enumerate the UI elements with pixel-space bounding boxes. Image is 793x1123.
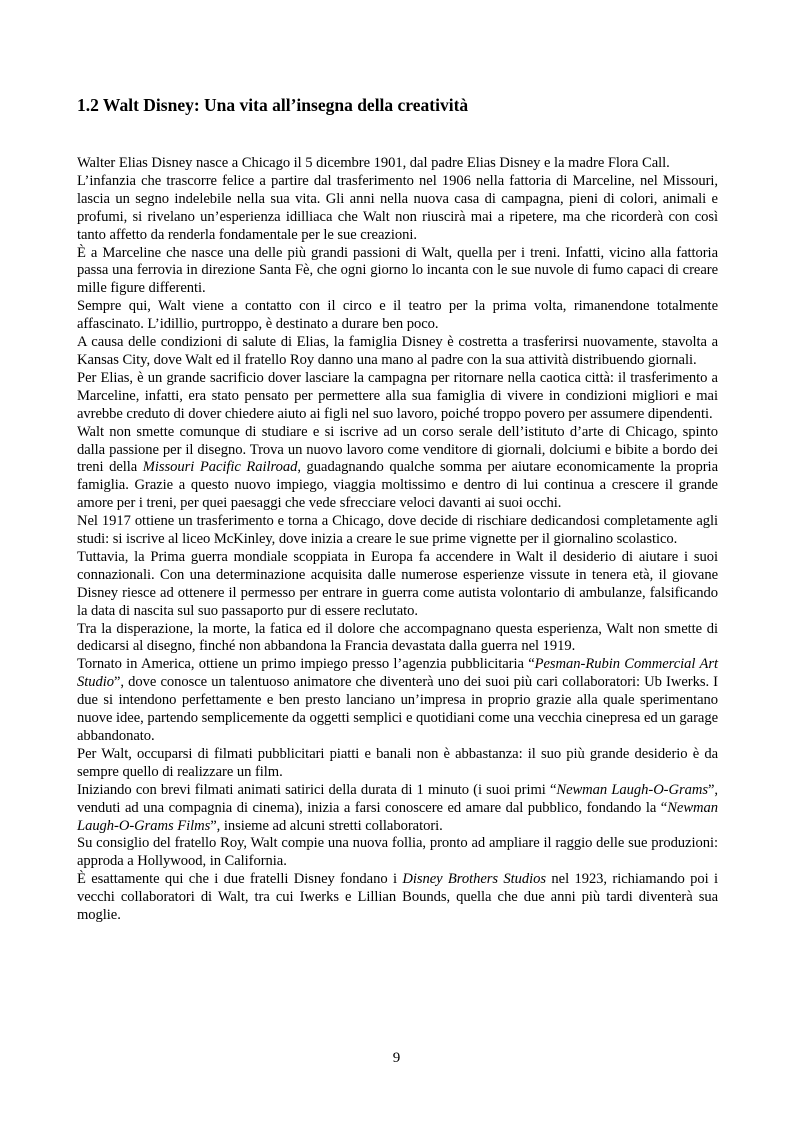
paragraph-text: L’infanzia che trascorre felice a partire dal trasferimento nel 1906 nella fattoria di Marceline, nel Missouri, lascia un segno indelebile nella sua vita. Gli anni nella nuova casa di campagna, pieni di colori, animali e profumi, si rivelano un’esperienza idilliaca che Walt non riuscirà mai a ripetere, ma che ricorderà con così tanto affetto da renderla fondamentale per le sue creazioni.: [77, 172, 718, 243]
italic-title-text: Pesman-Rubin Commercial Art Studio: [77, 656, 718, 691]
italic-title-text: Newman Laugh-O-Grams Films: [77, 799, 718, 834]
body-paragraph: [77, 871, 718, 925]
paragraph-text: È esattamente qui che i due fratelli Disney fondano i: [77, 871, 403, 888]
body-paragraph: [77, 782, 718, 836]
paragraph-text: Sempre qui, Walt viene a contatto con il circo e il teatro per la prima volta, rimanendone totalmente affascinato. L’idillio, purtroppo, è destinato a durare ben poco.: [77, 298, 718, 333]
body-paragraph: [77, 835, 718, 871]
italic-title-text: Disney Brothers Studios: [402, 871, 547, 888]
body-paragraph: [77, 245, 718, 299]
paragraph-text: , guadagnando qualche somma per aiutare economicamente la propria famiglia. Grazie a questo nuovo impiego, viaggia moltissimo e dentro di lui continua a crescere il grande amore per i treni, per quei paesaggi che vede sfrecciare veloci davanti ai suoi occhi.: [77, 459, 718, 512]
body-paragraph: [77, 621, 718, 657]
body-paragraph: [77, 424, 718, 514]
paragraph-text: È a Marceline che nasce una delle più grandi passioni di Walt, quella per i treni. Infatti, vicino alla fattoria passa una ferrovia in direzione Santa Fè, che ogni giorno lo incanta con le sue nuvole di fumo capaci di creare mille figure differenti.: [77, 244, 718, 297]
paragraph-text: A causa delle condizioni di salute di Elias, la famiglia Disney è costretta a trasferirsi nuovamente, stavolta a Kansas City, dove Walt ed il fratello Roy danno una mano al padre con la sua attività distribuendo giornali.: [77, 334, 718, 368]
body-paragraph: [77, 155, 718, 173]
body-paragraph: [77, 656, 718, 746]
paragraph-text: Walt non smette comunque di studiare e si iscrive ad un corso serale dell’istituto d’arte di Chicago, spinto dalla passione per il disegno. Trova un nuovo lavoro come venditore di giornali, dolciumi e bibite a bordo dei treni della: [77, 423, 718, 476]
paragraph-text: ”, insieme ad alcuni stretti collaboratori.: [210, 817, 443, 834]
body-paragraph: [77, 173, 718, 245]
paragraph-text: Tra la disperazione, la morte, la fatica ed il dolore che accompagnano questa esperienza, Walt non smette di dedicarsi al disegno, finché non abbandona la Francia devastata dalla guerra nel 1919.: [77, 620, 718, 655]
paragraph-text: Tornato in America, ottiene un primo impiego presso l’agenzia pubblicitaria “: [77, 656, 535, 673]
paragraph-text: Su consiglio del fratello Roy, Walt compie una nuova follia, pronto ad ampliare il raggio delle sue produzioni: approda a Hollywood, in California.: [77, 835, 718, 870]
body-text: [77, 155, 718, 925]
section-heading: 1.2 Walt Disney: Una vita all’insegna della creatività: [77, 95, 469, 115]
italic-title-text: Missouri Pacific Railroad: [142, 459, 298, 476]
paragraph-text: Walter Elias Disney nasce a Chicago il 5 dicembre 1901, dal padre Elias Disney e la madre Flora Call.: [77, 155, 670, 171]
paragraph-text: ”, dove conosce un talentuoso animatore che diventerà uno dei suoi più cari collaboratori: Ub Iwerks. I due si intendono perfettamente e ben presto lanciano un’impresa in proprio grazie alla quale sperimentano nuove idee, partendo semplicemente da oggetti semplici e quotidiani come una vecchia cinepresa ed un garage abbandonato.: [77, 674, 718, 744]
paragraph-text: Tuttavia, la Prima guerra mondiale scoppiata in Europa fa accendere in Walt il desiderio di aiutare i suoi connazionali. Con una determinazione acquisita dalle numerose esperienze vissute in tenera età, il giovane Disney riesce ad ottenere il permesso per entrare in guerra come autista volontario di ambulanze, falsificando la data di nascita sul suo passaporto pur di essere reclutato.: [77, 548, 718, 619]
paragraph-text: Per Elias, è un grande sacrificio dover lasciare la campagna per ritornare nella caotica città: il trasferimento a Marceline, infatti, era stato pensato per permettere alla sua famiglia di vivere in condizioni migliori e mai avrebbe creduto di dover chiedere aiuto ai figli nel suo lavoro, poiché troppo povero per assumere dipendenti.: [77, 369, 718, 422]
body-paragraph: [77, 334, 718, 370]
paragraph-text: Iniziando con brevi filmati animati satirici della durata di 1 minuto (i suoi primi “: [77, 781, 557, 798]
body-paragraph: [77, 513, 718, 549]
body-paragraph: [77, 746, 718, 782]
paragraph-text: Nel 1917 ottiene un trasferimento e torna a Chicago, dove decide di rischiare dedicandosi completamente agli studi: si iscrive al liceo McKinley, dove inizia a creare le sue prime vignette per il giornalino scolastico.: [77, 513, 718, 548]
paragraph-text: Per Walt, occuparsi di filmati pubblicitari piatti e banali non è abbastanza: il suo più grande desiderio è da sempre quello di realizzare un film.: [77, 745, 718, 780]
paragraph-text: ”, venduti ad una compagnia di cinema), inizia a farsi conoscere ed amare dal pubblico, fondando la “: [77, 781, 719, 816]
italic-title-text: Newman Laugh-O-Grams: [556, 781, 708, 798]
body-paragraph: [77, 370, 718, 424]
page-number: 9: [392, 1050, 401, 1066]
body-paragraph: [77, 549, 718, 621]
body-paragraph: [77, 298, 718, 334]
paragraph-text: nel 1923, richiamando poi i vecchi collaboratori di Walt, tra cui Iwerks e Lillian Bounds, quella che due anni più tardi diventerà sua moglie.: [77, 871, 719, 924]
